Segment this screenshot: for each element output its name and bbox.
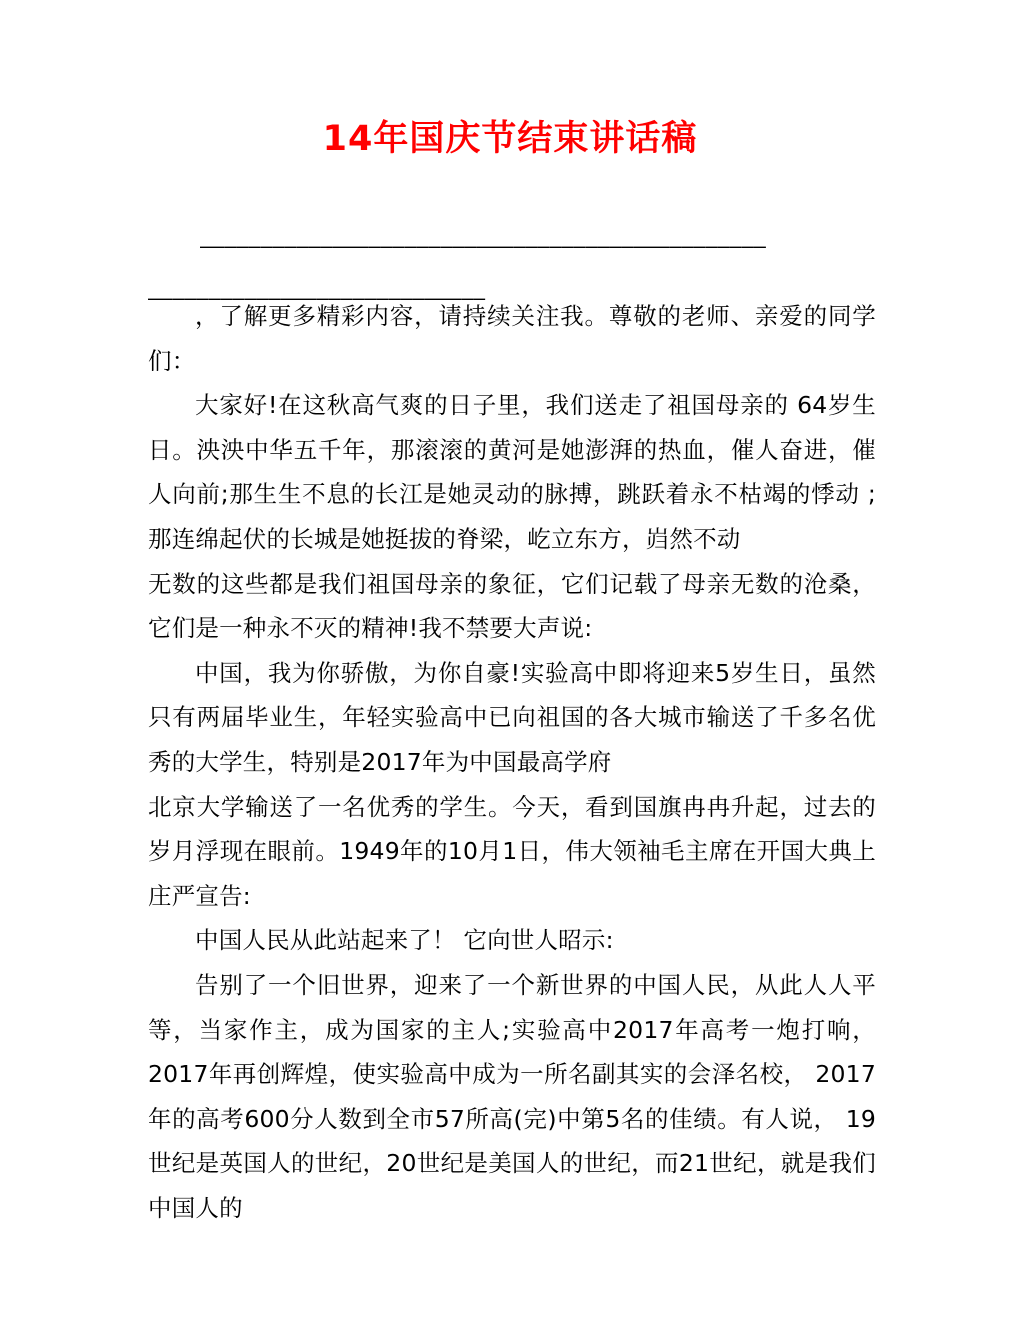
paragraph-p4: 中国，我为你骄傲，为你自豪!实验高中即将迎来5岁生日，虽然只有两届毕业生，年轻实验高中已向祖国的各大城市输送了千多名优秀的大学生，特别是2017年为中国最高学府	[148, 658, 876, 776]
document-body	[148, 294, 876, 1230]
separator-line-1: ———————————————————————————————————————————————	[200, 234, 766, 258]
paragraph-p3: 无数的这些都是我们祖国母亲的象征，它们记载了母亲无数的沧桑，它们是一种永不灭的精神!我不禁要大声说:	[148, 569, 876, 643]
paragraph-p6: 中国人民从此站起来了！ 它向世人昭示:	[195, 926, 614, 955]
page-title: 14年国庆节结束讲话稿	[322, 119, 698, 159]
paragraph-p5: 北京大学输送了一名优秀的学生。今天，看到国旗冉冉升起，过去的岁月浮现在眼前。1949年的10月1日，伟大领袖毛主席在开国大典上庄严宣告:	[148, 792, 876, 910]
paragraph-p1: ，了解更多精彩内容，请持续关注我。尊敬的老师、亲爱的同学们：	[148, 302, 876, 375]
paragraph-p2: 大家好!在这秋高气爽的日子里，我们送走了祖国母亲的 64岁生日。泱泱中华五千年，那滚滚的黄河是她澎湃的热血，催人奋进，催人向前;那生生不息的长江是她灵动的脉搏，跳跃着永不枯竭的悸动 ;那连绵起伏的长城是她挺拔的脊梁，屹立东方，岿然不动	[148, 391, 876, 553]
paragraph-p7: 告别了一个旧世界，迎来了一个新世界的中国人民，从此人人平等，当家作主，成为国家的主人;实验高中2017年高考一炮打响，2017年再创辉煌，使实验高中成为一所名副其实的会泽名校， 2017年的高考600分人数到全市57所高(完)中第5名的佳绩。有人说， 19世纪是英国人的世纪，20世纪是美国人的世纪，而21世纪，就是我们中国人的	[148, 970, 876, 1222]
separator-line-2: ————————————————————————————	[148, 286, 486, 310]
